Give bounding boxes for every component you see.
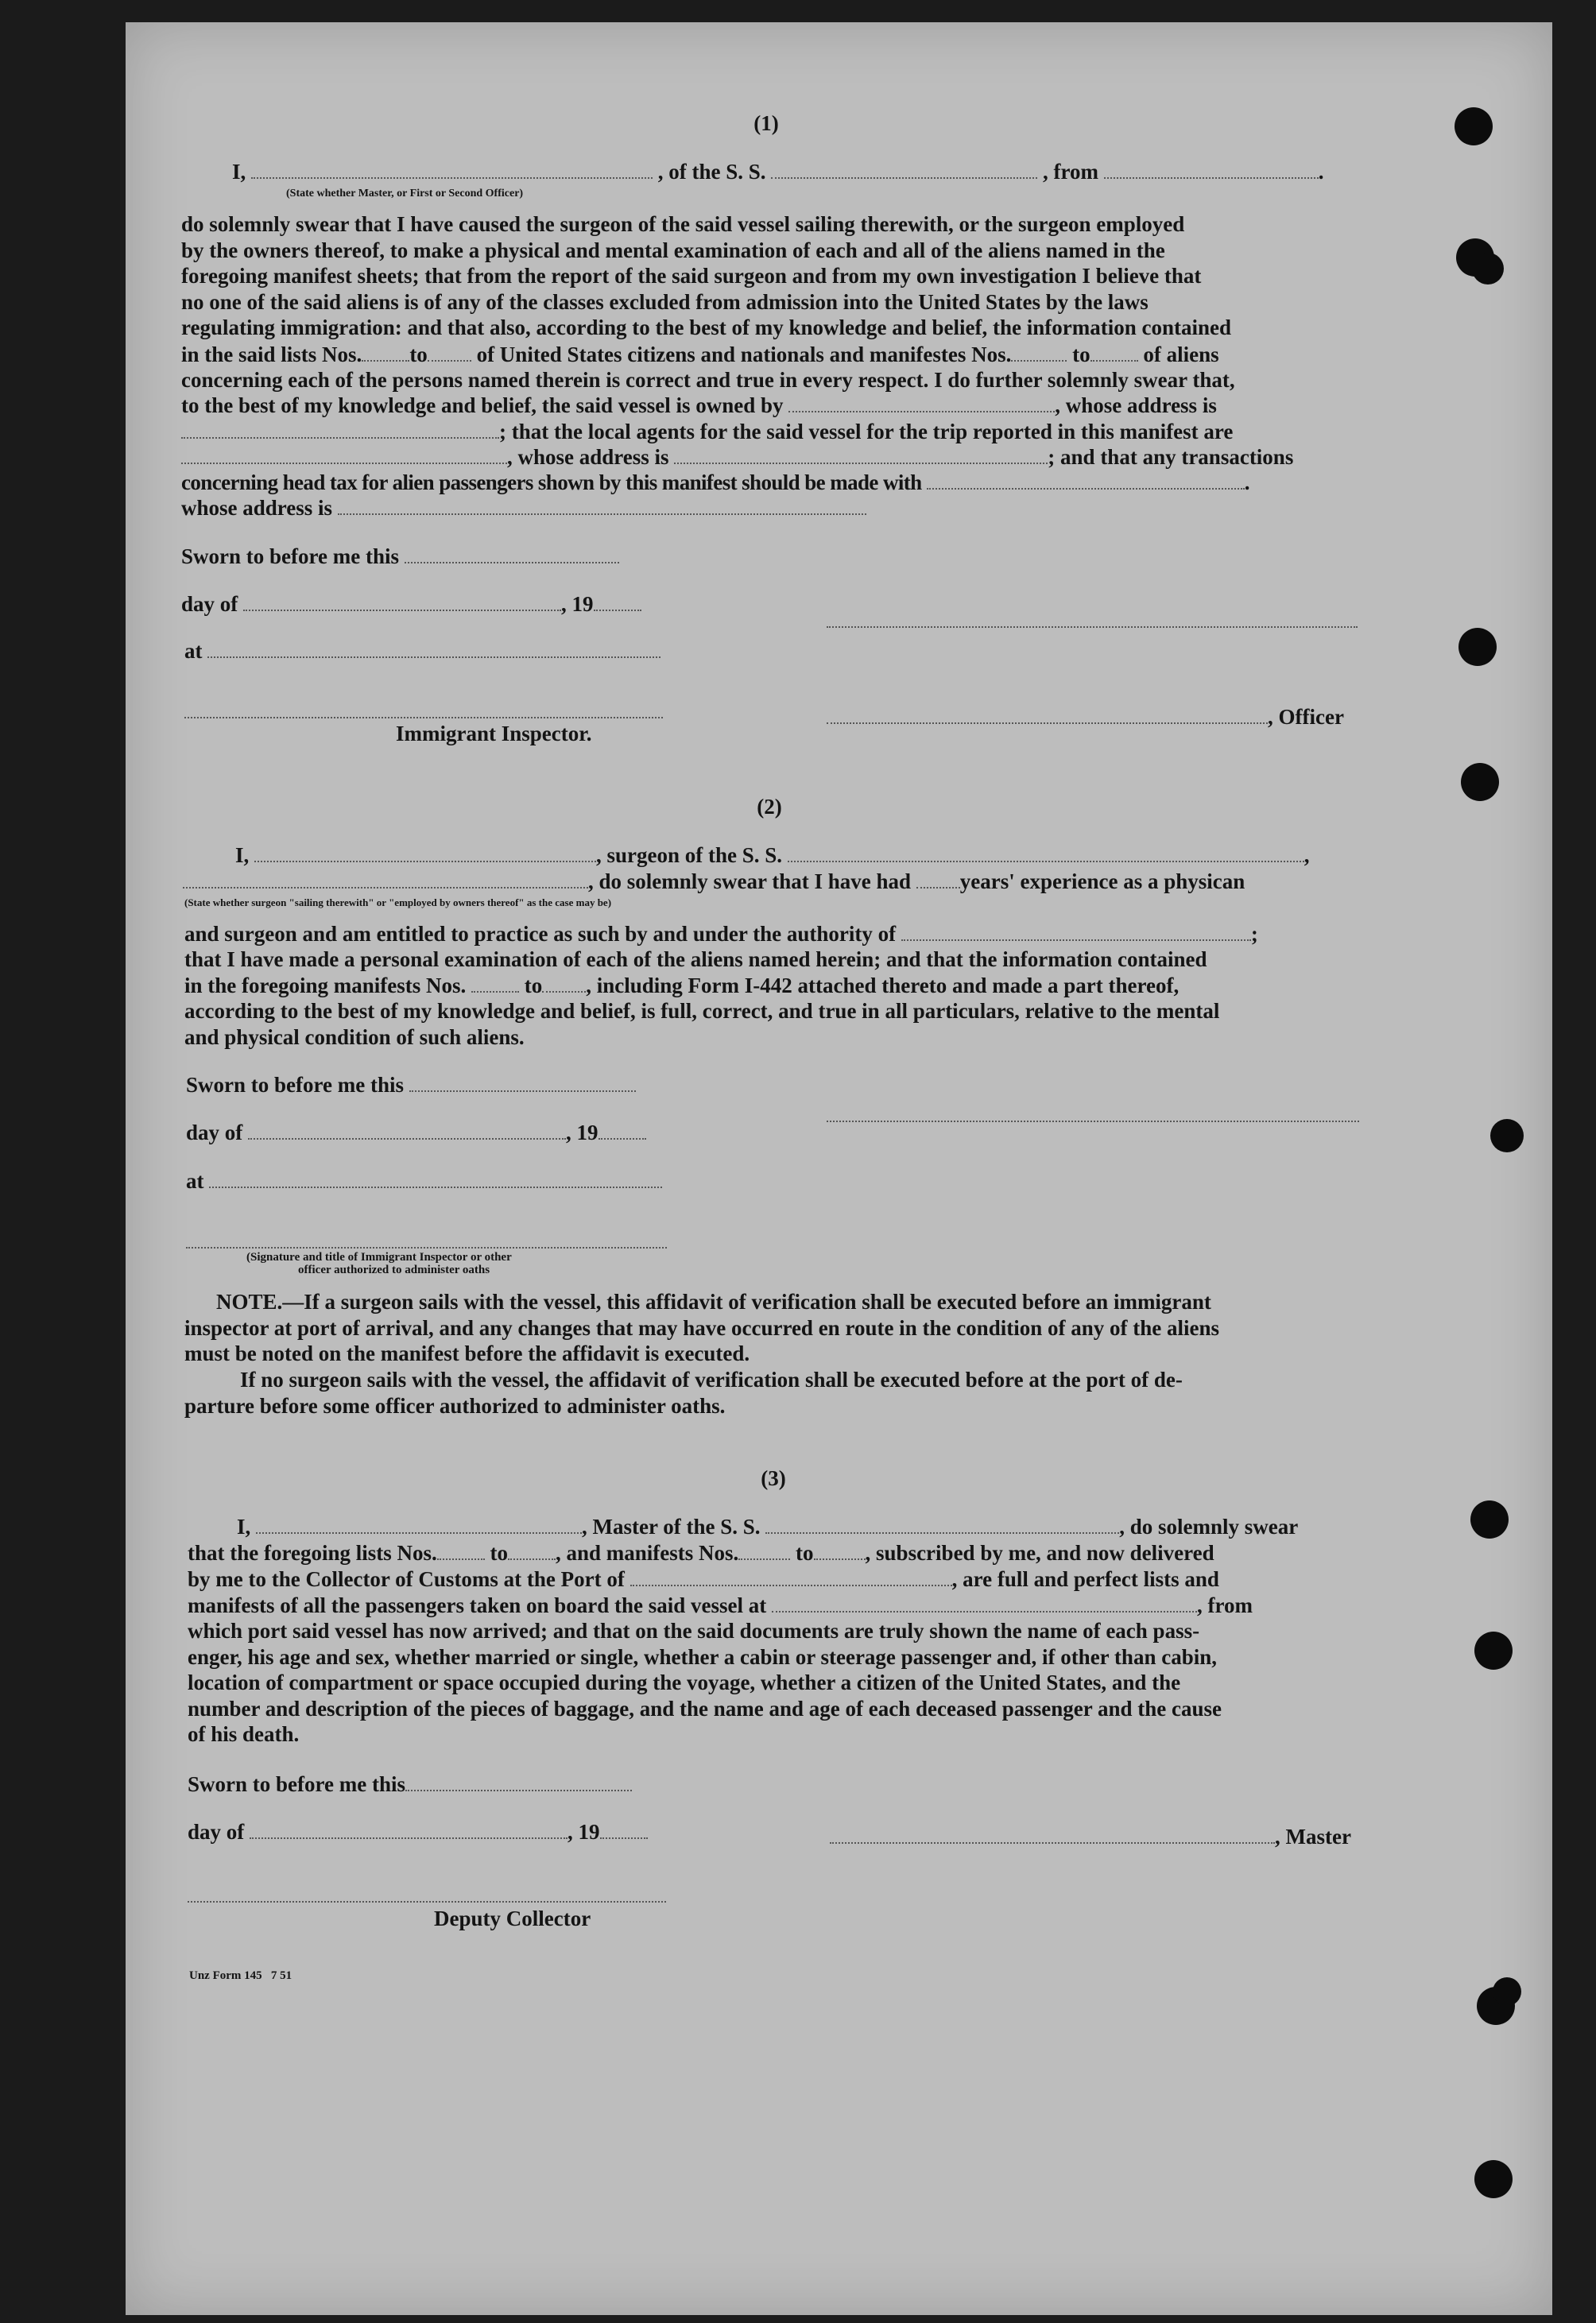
officer-signature-field[interactable] bbox=[827, 705, 1268, 724]
master-manifest-from-field[interactable] bbox=[738, 1541, 790, 1560]
immigrant-inspector-label: Immigrant Inspector. bbox=[396, 722, 592, 745]
section-2-authority-line: and surgeon and am entitled to practice as such by and under the authority of ; bbox=[184, 922, 1258, 946]
officer-name-field[interactable] bbox=[251, 160, 653, 179]
section-2-at: at bbox=[186, 1168, 662, 1194]
sworn-month-field-1[interactable] bbox=[243, 592, 561, 611]
years-experience-field[interactable] bbox=[916, 869, 960, 889]
alien-list-from-field[interactable] bbox=[1011, 343, 1067, 362]
section-3-lists-line: that the foregoing lists Nos. to , and manifests Nos. to , subscribed by me, and now delivered bbox=[188, 1541, 1214, 1565]
signature-caption-2: officer authorized to administer oaths bbox=[298, 1264, 490, 1276]
sworn-date-field-2[interactable] bbox=[409, 1073, 636, 1092]
section-1-head-tax-line: concerning head tax for alien passengers shown by this manifest should be made with . bbox=[181, 470, 1249, 494]
note-paragraph-2: If no surgeon sails with the vessel, the affidavit of verification shall be executed before at the port of de- parture before some officer authorized to administer oaths. bbox=[184, 1368, 1183, 1418]
surgeon-vessel-field[interactable] bbox=[788, 843, 1304, 862]
punch-hole bbox=[1458, 628, 1497, 666]
punch-hole bbox=[1490, 1119, 1524, 1152]
deputy-collector-label: Deputy Collector bbox=[434, 1907, 591, 1930]
sworn-date-field-3[interactable] bbox=[405, 1772, 632, 1791]
punch-hole bbox=[1472, 253, 1504, 285]
vessel-name-field[interactable] bbox=[771, 160, 1037, 179]
sworn-year-field-3[interactable] bbox=[600, 1820, 648, 1839]
officer-title-caption: (State whether Master, or First or Second Officer) bbox=[286, 188, 524, 199]
section-2-manifests-line: in the foregoing manifests Nos. to , including Form I-442 attached thereto and made a part thereof, bbox=[184, 974, 1180, 997]
punch-hole bbox=[1474, 2160, 1513, 2198]
section-2-body-1: that I have made a personal examination of each of the aliens named herein; and that the information contained bbox=[184, 947, 1207, 971]
section-1-owner-line: to the best of my knowledge and belief, the said vessel is owned by , whose address is bbox=[181, 393, 1217, 417]
master-vessel-field[interactable] bbox=[765, 1515, 1119, 1534]
section-1-agents-line: ; that the local agents for the said vessel for the trip reported in this manifest are bbox=[181, 419, 1233, 444]
section-1-body-2: concerning each of the persons named therein is correct and true in every respect. I do further solemnly swear that, bbox=[181, 368, 1235, 392]
section-3-port-line: by me to the Collector of Customs at the Port of , are full and perfect lists and bbox=[188, 1567, 1219, 1591]
punch-hole bbox=[1455, 107, 1493, 145]
boarding-port-field[interactable] bbox=[772, 1593, 1197, 1613]
officer-signature-line-top[interactable] bbox=[827, 625, 1358, 628]
section-2-day: day of , 19 bbox=[186, 1120, 646, 1145]
master-list-from-field[interactable] bbox=[437, 1541, 485, 1560]
section-2-number: (2) bbox=[757, 795, 782, 819]
master-list-to-field[interactable] bbox=[508, 1541, 556, 1560]
sworn-place-field-1[interactable] bbox=[207, 639, 660, 658]
section-2-line-1: I, , surgeon of the S. S. , bbox=[235, 843, 1310, 867]
manifest-from-field[interactable] bbox=[471, 974, 519, 993]
surgeon-status-caption: (State whether surgeon "sailing therewith" or "employed by owners thereof" as the case may be) bbox=[184, 896, 612, 908]
section-3-sworn: Sworn to before me this bbox=[188, 1771, 632, 1797]
surgeon-name-field[interactable] bbox=[254, 843, 596, 862]
departure-port-field[interactable] bbox=[1104, 160, 1319, 179]
signature-caption-1: (Signature and title of Immigrant Inspector or other bbox=[246, 1251, 512, 1264]
inspector-signature-line[interactable] bbox=[184, 715, 663, 718]
section-1-day: day of , 19 bbox=[181, 591, 641, 617]
owner-field[interactable] bbox=[788, 393, 1055, 412]
agents-address-field[interactable] bbox=[674, 445, 1048, 464]
punch-hole bbox=[1493, 1977, 1521, 2006]
master-manifest-to-field[interactable] bbox=[814, 1541, 866, 1560]
section-3-line-1: I, , Master of the S. S. , do solemnly swear bbox=[237, 1515, 1299, 1539]
owner-address-field[interactable] bbox=[181, 420, 499, 439]
sworn-place-field-2[interactable] bbox=[209, 1169, 662, 1188]
section-3-body: which port said vessel has now arrived; and that on the said documents are truly shown the name of each pass- enger, his age and sex, whether married or single, whether a cabin or steerage passenger and, if other than cabin, location of compartment or space occupied during the voyage, whether a citizen of the United States, and the number and description of the pieces of baggage, and the name and age of each deceased passenger and the cause of his death. bbox=[188, 1619, 1222, 1746]
punch-hole bbox=[1470, 1500, 1509, 1539]
sworn-year-field-1[interactable] bbox=[594, 592, 641, 611]
alien-list-to-field[interactable] bbox=[1090, 343, 1138, 362]
section-3-day: day of , 19 bbox=[188, 1819, 648, 1845]
surgeon-signature-line[interactable] bbox=[827, 1119, 1359, 1122]
section-1-body: do solemnly swear that I have caused the surgeon of the said vessel sailing therewith, or the surgeon employed by the owners thereof, to make a physical and mental examination of each and all of the aliens named in the foregoing manifest sheets; that from the report of the said surgeon and from my own investigation I believe that no one of the said aliens is of any of the classes excluded from admission into the United States by the laws regulating immigration: and that also, according to the best of my knowledge and belief, the information contained bbox=[181, 212, 1231, 339]
collector-signature-line[interactable] bbox=[188, 1899, 666, 1903]
head-tax-address-field[interactable] bbox=[338, 496, 866, 515]
section-1-lists-line: in the said lists Nos. to of United States citizens and nationals and manifestes Nos. to of aliens bbox=[181, 343, 1219, 366]
section-1-at: at bbox=[184, 638, 660, 664]
section-2-sworn: Sworn to before me this bbox=[186, 1072, 636, 1098]
collector-port-field[interactable] bbox=[630, 1567, 952, 1586]
citizen-list-from-field[interactable] bbox=[362, 343, 409, 362]
master-name-field[interactable] bbox=[256, 1515, 582, 1534]
sworn-date-field-1[interactable] bbox=[405, 544, 619, 563]
section-1-whose-line: whose address is bbox=[181, 495, 866, 521]
section-2-body-2: according to the best of my knowledge and belief, is full, correct, and true in all particulars, relative to the mental and physical condition of such aliens. bbox=[184, 999, 1220, 1049]
master-signature-field[interactable] bbox=[830, 1825, 1275, 1844]
section-1-officer: , Officer bbox=[827, 704, 1344, 730]
surgeon-status-field[interactable] bbox=[183, 869, 588, 889]
sworn-year-field-2[interactable] bbox=[598, 1121, 646, 1140]
note-paragraph-1: NOTE.—If a surgeon sails with the vessel, this affidavit of verification shall be executed before an immigrant inspector at port of arrival, and any changes that may have occurred en route in the condition of any of the aliens must be noted on the manifest before the affidavit is executed. bbox=[184, 1290, 1219, 1365]
manifest-to-field[interactable] bbox=[542, 974, 586, 993]
punch-hole bbox=[1461, 763, 1499, 801]
sworn-month-field-2[interactable] bbox=[248, 1121, 566, 1140]
form-number: Unz Form 145 7 51 bbox=[189, 1969, 292, 1982]
section-2-inspector-signature-line[interactable] bbox=[186, 1245, 667, 1249]
section-3-number: (3) bbox=[761, 1466, 786, 1490]
section-1-line-1: I, , of the S. S. , from . bbox=[232, 160, 1324, 184]
section-1-sworn: Sworn to before me this bbox=[181, 544, 619, 569]
section-3-board-line: manifests of all the passengers taken on board the said vessel at , from bbox=[188, 1593, 1253, 1617]
agents-field[interactable] bbox=[181, 445, 507, 464]
section-2-line-2: , do solemnly swear that I have had years' experience as a physican bbox=[183, 869, 1245, 894]
punch-hole bbox=[1474, 1632, 1513, 1670]
citizen-list-to-field[interactable] bbox=[428, 343, 471, 362]
section-3-master: , Master bbox=[830, 1824, 1351, 1849]
authority-field[interactable] bbox=[901, 922, 1251, 941]
head-tax-contact-field[interactable] bbox=[927, 470, 1245, 490]
sworn-month-field-3[interactable] bbox=[250, 1820, 568, 1839]
section-1-number: (1) bbox=[753, 111, 779, 135]
section-1-agents-address-line: , whose address is ; and that any transactions bbox=[181, 444, 1293, 470]
